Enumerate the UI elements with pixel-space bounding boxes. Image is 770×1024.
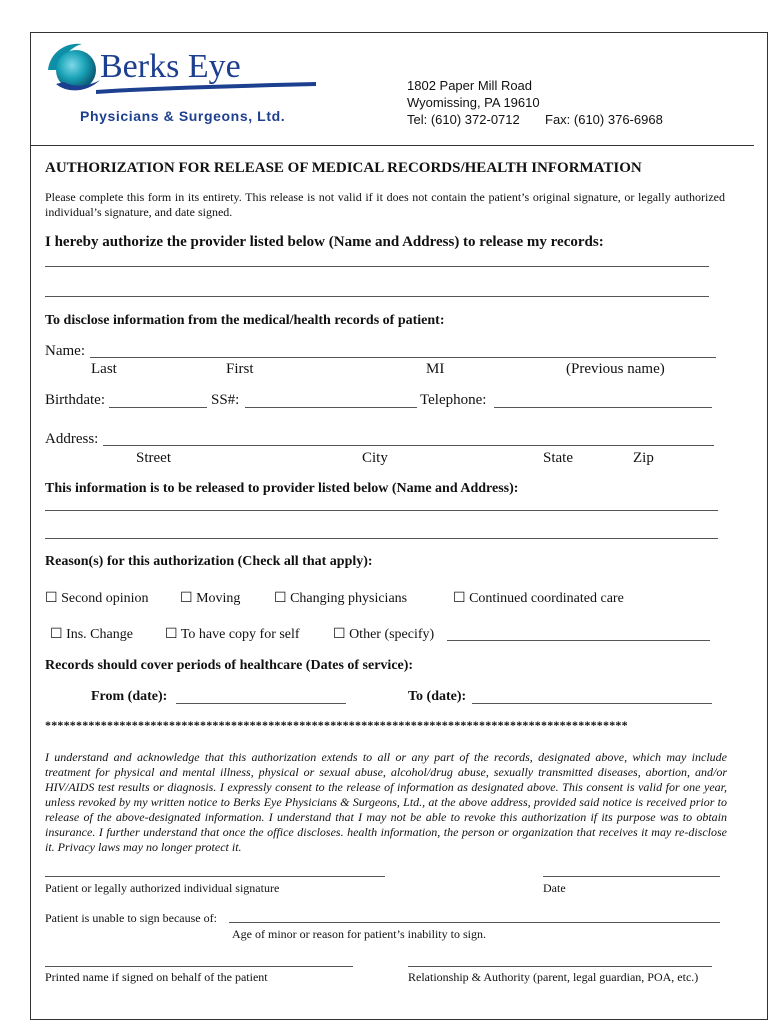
- name-last-caption: Last: [91, 361, 117, 377]
- consent-text: I understand and acknowledge that this authorization extends to all or any part of the records, designated above, which may include treatment for physical and mental illness, physical or sexual abuse, alcohol/drug abuse, sexually transmitted diseases, abortion, and/or HIV/AIDS test results or diagnosis. I expressly consent to the release of information as designated above. This consent is valid for one year, unless revoked by my written notice to Berks Eye Physicians & Surgeons, Ltd., at the above address, provided said notice is received prior to release of the above-designated information. I understand that I may not be able to revoke this authorization if its purpose was to obtain insurance. I further understand that once the office discloses. health information, the person or organization that receives it may re-disclose it. Privacy laws may no longer protect it.: [45, 750, 727, 854]
- reason-ins-change[interactable]: [50, 626, 133, 643]
- name-mi-caption: MI: [426, 361, 445, 377]
- address-field[interactable]: [103, 445, 714, 446]
- to-date-field[interactable]: [472, 703, 712, 704]
- unable-label: Patient is unable to sign because of:: [45, 911, 217, 925]
- address-state-caption: State: [543, 450, 573, 466]
- other-specify-field[interactable]: [447, 640, 710, 641]
- form-intro: Please complete this form in its entirety. This release is not valid if it does not contain the patient’s original signature, or legally authorized individual’s signature, and date signed.: [45, 190, 725, 219]
- address-street-caption: Street: [136, 450, 171, 466]
- periods-heading: Records should cover periods of healthcare (Dates of service):: [45, 658, 414, 673]
- ss-label: SS#:: [211, 392, 240, 408]
- reason-moving-label: Moving: [196, 591, 241, 606]
- address-city-caption: City: [362, 450, 388, 466]
- checkbox-icon[interactable]: ☐: [453, 591, 466, 606]
- name-label: Name:: [45, 343, 85, 359]
- checkbox-icon[interactable]: ☐: [50, 627, 63, 642]
- reason-moving[interactable]: [180, 590, 240, 607]
- checkbox-icon[interactable]: ☐: [180, 591, 193, 606]
- reason-continued-care[interactable]: [453, 590, 624, 607]
- birthdate-label: Birthdate:: [45, 392, 105, 408]
- checkbox-icon[interactable]: ☐: [45, 591, 58, 606]
- reason-other-label: Other (specify): [349, 627, 435, 642]
- address-label: Address:: [45, 431, 99, 447]
- address-fax: Fax: (610) 376-6968: [545, 112, 663, 127]
- reason-continued-care-label: Continued coordinated care: [469, 591, 624, 606]
- reasons-heading: Reason(s) for this authorization (Check all that apply):: [45, 554, 373, 569]
- ss-field[interactable]: [245, 407, 417, 408]
- form-frame: [30, 32, 768, 1020]
- relationship-label: Relationship & Authority (parent, legal guardian, POA, etc.): [408, 970, 699, 984]
- reason-changing-physicians[interactable]: [274, 590, 407, 607]
- reason-second-opinion[interactable]: [45, 590, 149, 607]
- signature-label: Patient or legally authorized individual signature: [45, 881, 280, 895]
- provider-line-1[interactable]: [45, 266, 709, 267]
- logo-subtitle: Physicians & Surgeons, Ltd.: [80, 108, 286, 124]
- reason-other[interactable]: [333, 626, 434, 643]
- logo-swoosh: [96, 80, 318, 96]
- address-city: Wyomissing, PA 19610: [407, 95, 540, 110]
- printed-name-field[interactable]: [45, 966, 353, 967]
- name-previous-caption: (Previous name): [566, 361, 665, 377]
- reason-changing-physicians-label: Changing physicians: [290, 591, 408, 606]
- reason-copy-for-self-label: To have copy for self: [180, 627, 300, 642]
- telephone-field[interactable]: [494, 407, 712, 408]
- from-date-field[interactable]: [176, 703, 346, 704]
- to-date-label: To (date):: [408, 689, 467, 704]
- provider-line-2[interactable]: [45, 296, 709, 297]
- reason-copy-for-self[interactable]: [165, 626, 300, 643]
- form-title: AUTHORIZATION FOR RELEASE OF MEDICAL RECORDS/HEALTH INFORMATION: [45, 160, 642, 176]
- name-field[interactable]: [90, 357, 716, 358]
- recipient-line-2[interactable]: [45, 538, 718, 539]
- authorize-heading: I hereby authorize the provider listed below (Name and Address) to release my records:: [45, 234, 604, 250]
- unable-reason-field[interactable]: [229, 922, 720, 923]
- checkbox-icon[interactable]: ☐: [274, 591, 287, 606]
- date-label: Date: [543, 881, 566, 895]
- unable-hint: Age of minor or reason for patient’s inability to sign.: [232, 927, 486, 941]
- telephone-label: Telephone:: [420, 392, 487, 408]
- eye-globe-icon: [44, 40, 104, 96]
- address-tel: Tel: (610) 372-0712: [407, 112, 520, 127]
- from-date-label: From (date):: [91, 689, 168, 704]
- release-to-heading: This information is to be released to provider listed below (Name and Address):: [45, 481, 519, 496]
- address-zip-caption: Zip: [633, 450, 654, 466]
- signature-field[interactable]: [45, 876, 385, 877]
- checkbox-icon[interactable]: ☐: [165, 627, 178, 642]
- birthdate-field[interactable]: [109, 407, 207, 408]
- header-divider: [30, 145, 754, 146]
- checkbox-icon[interactable]: ☐: [333, 627, 346, 642]
- name-first-caption: First: [226, 361, 254, 377]
- logo-brand-text: Berks Eye: [100, 48, 241, 85]
- printed-name-label: Printed name if signed on behalf of the patient: [45, 970, 268, 984]
- relationship-field[interactable]: [408, 966, 712, 967]
- reason-second-opinion-label: Second opinion: [61, 591, 149, 606]
- date-field[interactable]: [543, 876, 720, 877]
- reason-ins-change-label: Ins. Change: [66, 627, 133, 642]
- address-street: 1802 Paper Mill Road: [407, 78, 533, 93]
- recipient-line-1[interactable]: [45, 510, 718, 511]
- separator-stars: **********************************************************************************************: [45, 718, 628, 732]
- disclose-heading: To disclose information from the medical/health records of patient:: [45, 313, 445, 328]
